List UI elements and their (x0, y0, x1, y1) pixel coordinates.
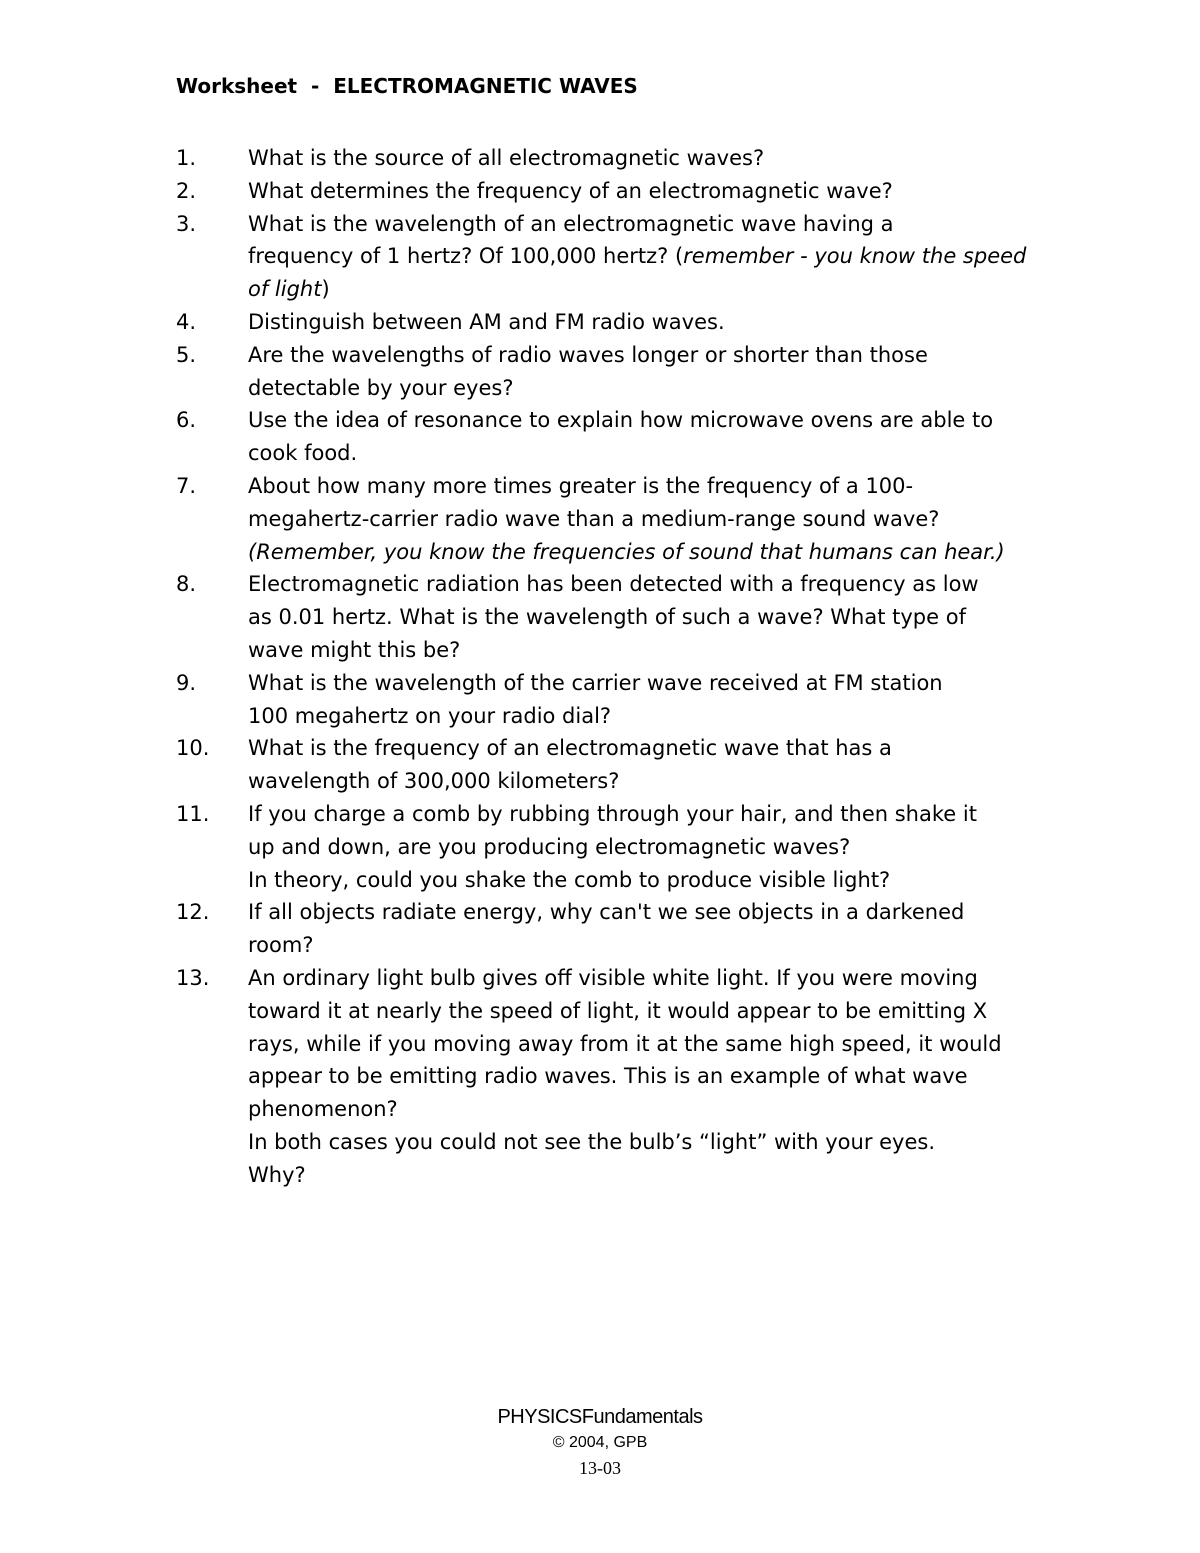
question-line: An ordinary light bulb gives off visible white light. If you were moving (248, 965, 978, 990)
question-line: If all objects radiate energy, why can't we see objects in a darkened (248, 900, 965, 925)
question-line: Are the wavelengths of radio waves longer or shorter than those (248, 342, 928, 367)
worksheet-title: Worksheet - ELECTROMAGNETIC WAVES (176, 74, 638, 98)
question-line: Electromagnetic radiation has been detected with a frequency as low (248, 572, 979, 597)
question-line: In both cases you could not see the bulb’s “light” with your eyes. (248, 1129, 936, 1154)
question-list (176, 142, 1046, 1192)
question-hint: (Remember, you know the frequencies of sound that humans can hear.) (248, 539, 1005, 564)
question-line: phenomenon? (248, 1097, 398, 1122)
question-text (248, 962, 1046, 1192)
question-line: About how many more times greater is the frequency of a 100- (248, 473, 914, 498)
question-number: 13. (176, 965, 210, 990)
question-number: 1. (176, 146, 197, 170)
question-item (176, 732, 1046, 798)
question-number: 3. (176, 211, 197, 236)
question-item (176, 306, 1046, 339)
question-line: What is the frequency of an electromagnetic wave that has a (248, 736, 892, 761)
question-line: What is the wavelength of an electromagnetic wave having a (248, 211, 894, 236)
question-line: frequency of 1 hertz? Of 100,000 hertz? ( (248, 244, 684, 269)
question-number: 8. (176, 572, 197, 597)
question-text (248, 798, 1046, 896)
question-number: 12. (176, 900, 210, 925)
question-line: In theory, could you shake the comb to produce visible light? (248, 867, 891, 892)
footer-copyright: © 2004, GPB (552, 1434, 648, 1451)
question-text (248, 896, 1046, 962)
question-item (176, 798, 1046, 896)
question-number: 4. (176, 309, 197, 334)
question-text (248, 732, 1046, 798)
question-line: toward it at nearly the speed of light, it would appear to be emitting X (248, 998, 988, 1023)
question-item (176, 962, 1046, 1192)
question-item (176, 896, 1046, 962)
question-line: wave might this be? (248, 637, 461, 662)
question-item (176, 568, 1046, 666)
question-text (248, 404, 1046, 470)
question-line: appear to be emitting radio waves. This is an example of what wave (248, 1064, 968, 1089)
question-line: up and down, are you producing electromagnetic waves? (248, 834, 851, 859)
question-item (176, 208, 1046, 306)
question-text (248, 306, 1046, 339)
question-line: Distinguish between AM and FM radio waves. (248, 309, 725, 334)
question-number: 7. (176, 473, 197, 498)
question-text (248, 175, 1046, 208)
question-number: 11. (176, 801, 210, 826)
question-item (176, 470, 1046, 568)
question-line: detectable by your eyes? (248, 375, 514, 400)
question-text (248, 470, 1046, 568)
question-line: What is the source of all electromagnetic waves? (248, 146, 765, 170)
question-item (176, 404, 1046, 470)
question-text (248, 339, 1046, 405)
question-line: megahertz-carrier radio wave than a medium-range sound wave? (248, 506, 940, 531)
question-text (248, 142, 1046, 175)
question-line: room? (248, 933, 314, 958)
question-number: 5. (176, 342, 197, 367)
question-line: What determines the frequency of an electromagnetic wave? (248, 178, 893, 203)
question-number: 2. (176, 178, 197, 203)
question-number: 9. (176, 670, 197, 695)
question-text (248, 667, 1046, 733)
question-text (248, 568, 1046, 666)
question-item (176, 175, 1046, 208)
page-number: 13-03 (579, 1458, 621, 1478)
question-line: wavelength of 300,000 kilometers? (248, 769, 620, 794)
question-item (176, 142, 1046, 175)
question-number: 10. (176, 736, 210, 761)
question-line: rays, while if you moving away from it at the same high speed, it would (248, 1031, 1002, 1056)
question-item (176, 339, 1046, 405)
question-line: Why? (248, 1162, 306, 1187)
question-line-tail: ) (321, 277, 330, 302)
question-line: What is the wavelength of the carrier wave received at FM station (248, 670, 943, 695)
question-item (176, 667, 1046, 733)
question-line: Use the idea of resonance to explain how microwave ovens are able to (248, 408, 994, 433)
question-hint: remember - you know the speed of light (248, 244, 1027, 302)
question-line: as 0.01 hertz. What is the wavelength of such a wave? What type of (248, 605, 966, 630)
question-line: cook food. (248, 441, 358, 466)
question-number: 6. (176, 408, 197, 433)
question-line: 100 megahertz on your radio dial? (248, 703, 612, 728)
question-line: If you charge a comb by rubbing through your hair, and then shake it (248, 801, 977, 826)
footer-brand: PHYSICSFundamentals (497, 1406, 703, 1428)
question-text (248, 208, 1046, 306)
